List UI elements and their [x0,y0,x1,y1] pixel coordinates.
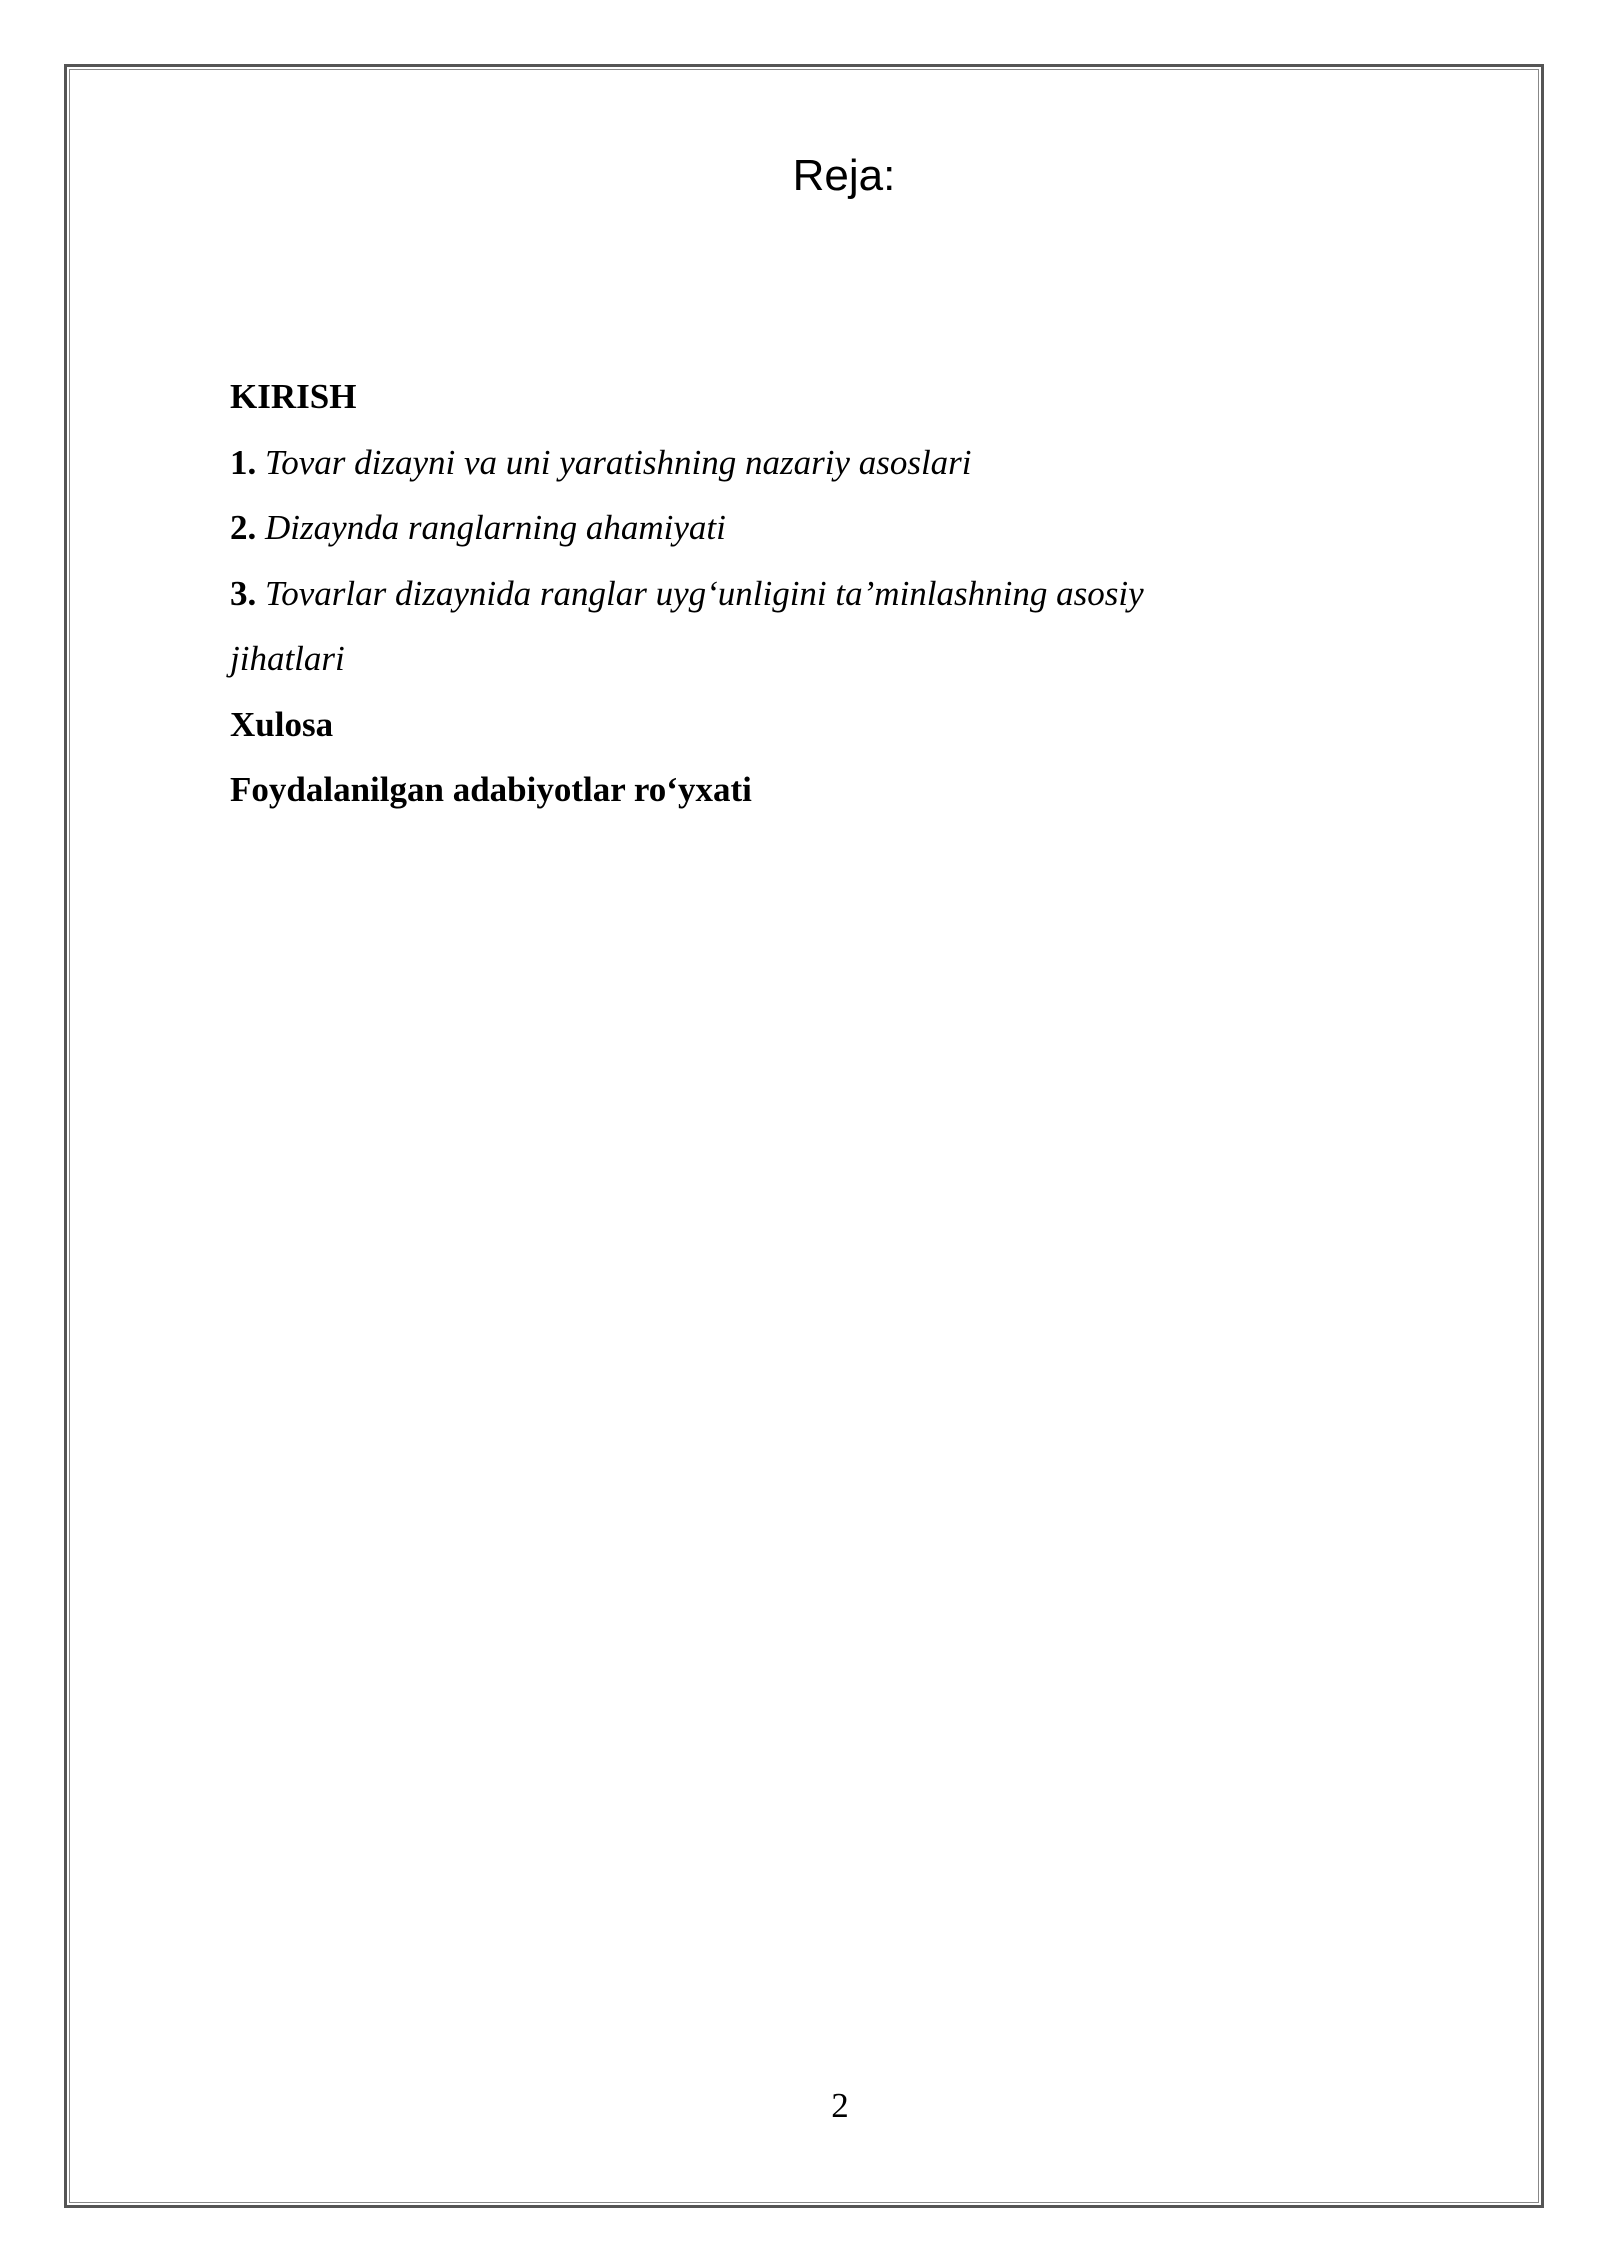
toc-item-number: 3. [230,573,257,613]
page-title: Reja: [792,151,896,200]
toc-item-text: Tovar dizayni va uni yaratishning nazariy asoslari [265,442,972,482]
toc-item-2 [230,495,1330,561]
toc-item-3 [230,561,1330,627]
toc-conclusion: Xulosa [230,704,334,744]
toc-intro: KIRISH [230,377,357,416]
toc-item-3-continuation: jihatlari [230,639,345,678]
toc-references: Foydalanilgan adabiyotlar ro‘yxati [230,770,752,809]
toc-item-number: 1. [230,442,257,482]
toc-item-text: Tovarlar dizaynida ranglar uyg‘unligini ta’minlashning asosiy [265,573,1144,613]
toc-item-text: Dizaynda ranglarning ahamiyati [265,508,726,547]
toc-item-1 [230,430,1330,496]
toc-item-number: 2. [230,508,257,547]
page-number: 2 [831,2086,849,2125]
table-of-contents [230,364,1330,823]
